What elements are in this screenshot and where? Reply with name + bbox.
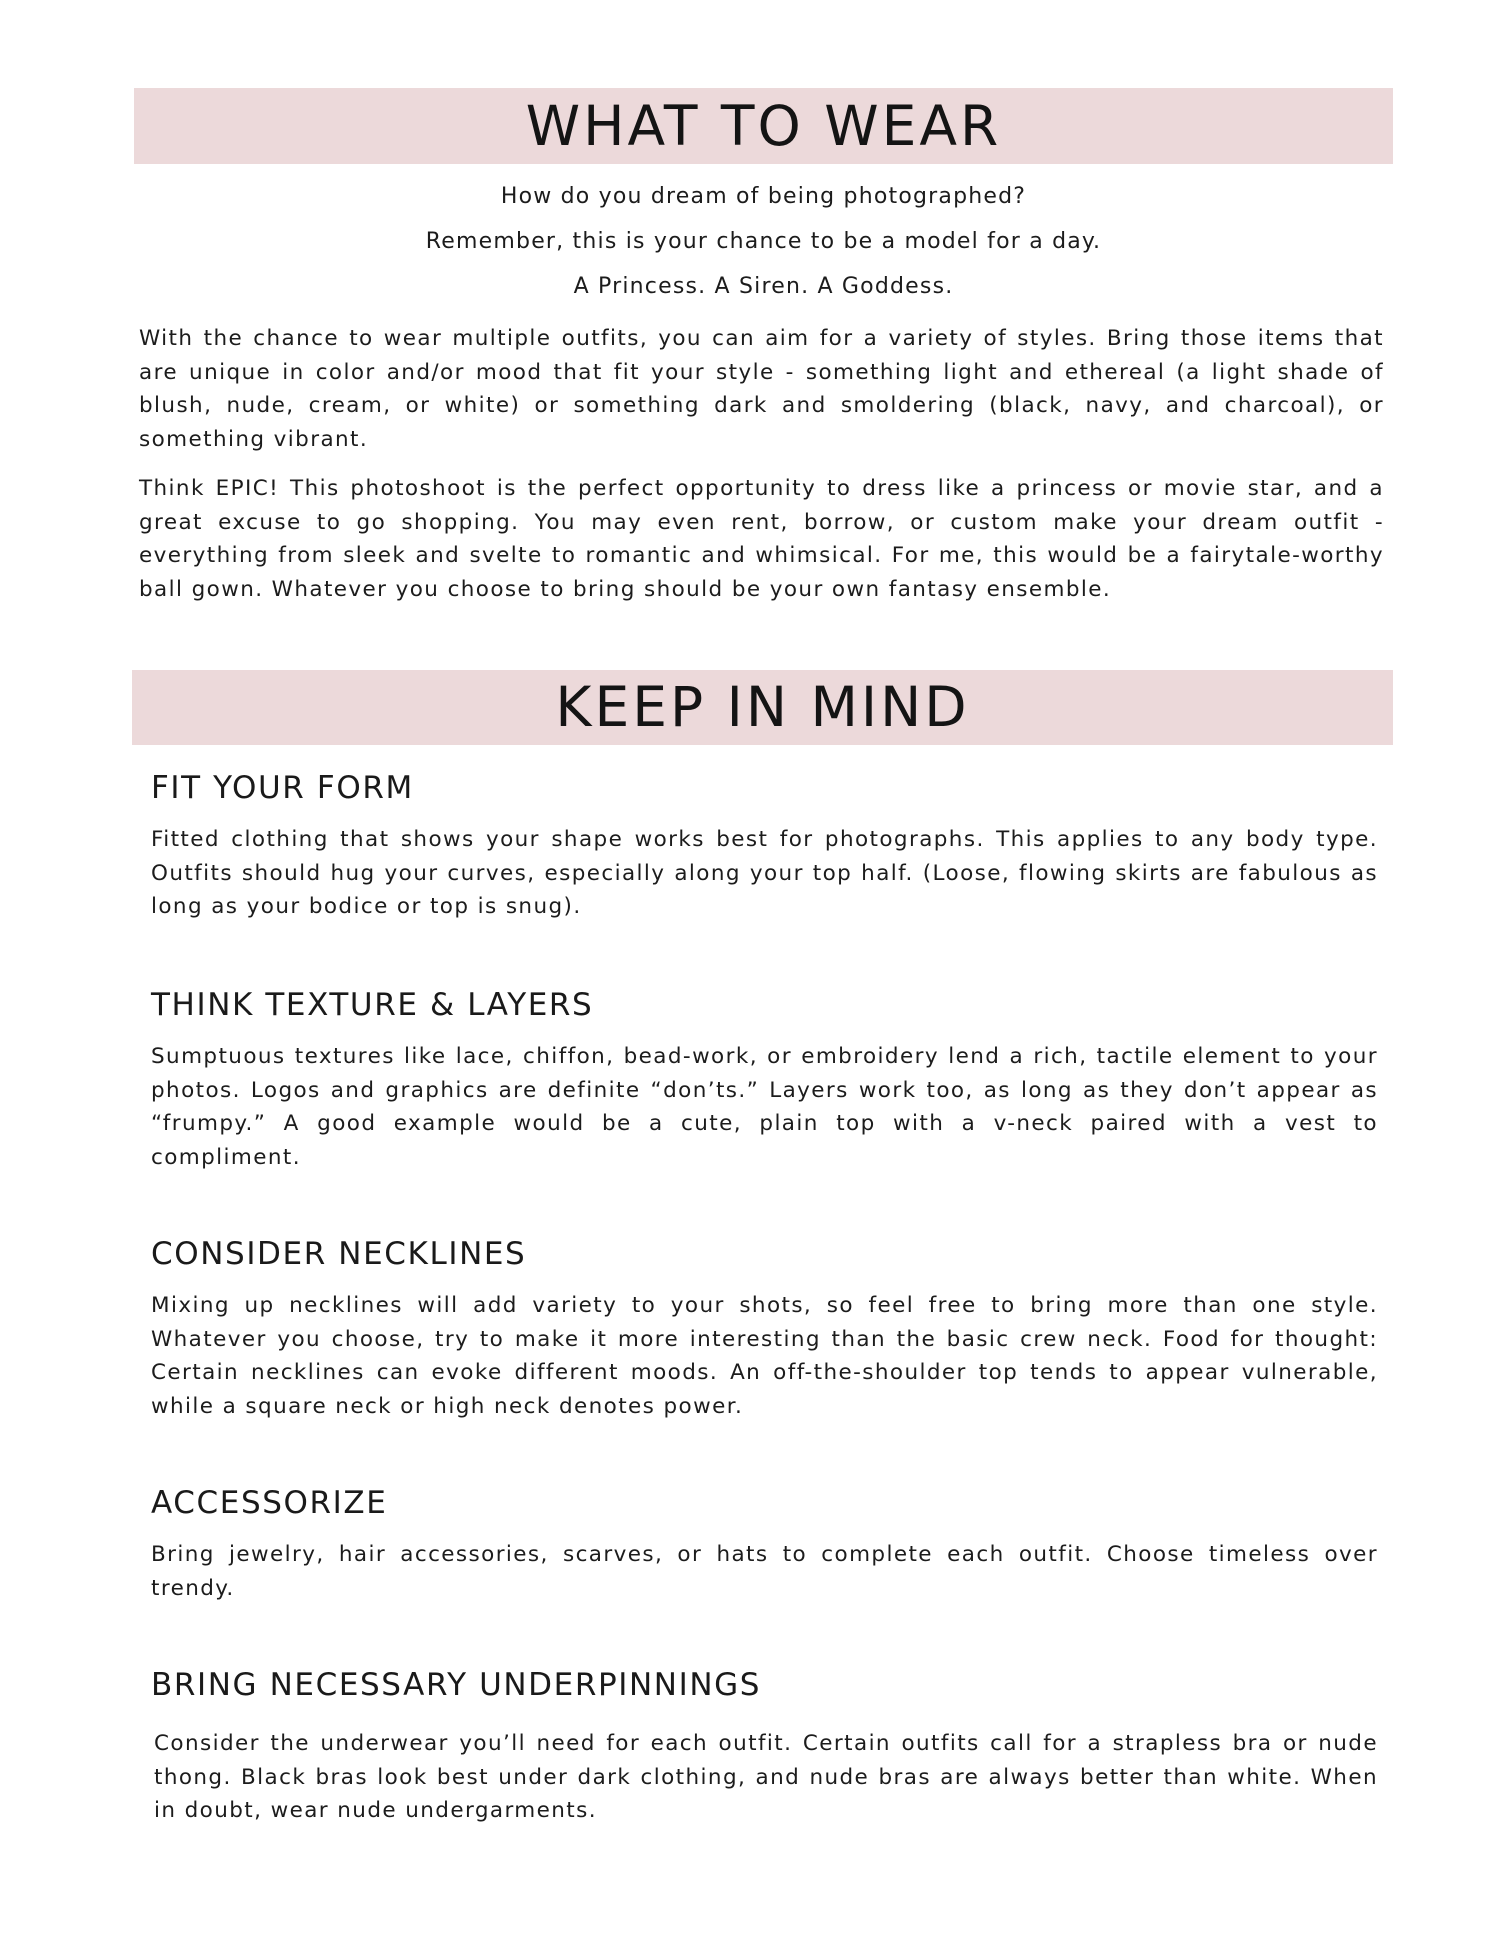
what-to-wear-title: WHAT TO WEAR — [525, 93, 1002, 158]
section-body: Mixing up necklines will add variety to your shots, so feel free to bring more than one style. Whatever you choose, try to make it more interesting than the basic crew neck. Food for thought: Certain necklines can evoke different moods. An off-the-shoulder top tends to appear vulnerable, while a square neck or high neck denotes power. — [151, 1293, 1378, 1419]
section-body: Bring jewelry, hair accessories, scarves, or hats to complete each outfit. Choose timeless over trendy. — [151, 1542, 1378, 1601]
think-epic-paragraph: Think EPIC! This photoshoot is the perfect opportunity to dress like a princess or movie star, and a great excuse to go shopping. You may even rent, borrow, or custom make your dream outfit - everything from sleek and svelte to romantic and whimsical. For me, this would be a fairytale-worthy ball gown. Whatever you choose to bring should be your own fantasy ensemble. — [139, 476, 1384, 602]
section-texture-layers — [151, 985, 1378, 1174]
section-heading: BRING NECESSARY UNDERPINNINGS — [151, 1667, 762, 1703]
intro-block — [134, 174, 1393, 309]
section-heading: ACCESSORIZE — [151, 1485, 388, 1521]
what-to-wear-banner — [134, 88, 1393, 164]
section-accessorize — [151, 1483, 1378, 1605]
section-heading: THINK TEXTURE & LAYERS — [151, 987, 594, 1023]
section-fit-your-form — [151, 768, 1378, 924]
section-heading: CONSIDER NECKLINES — [151, 1236, 527, 1272]
section-underpinnings — [151, 1665, 1378, 1828]
intro-line: Remember, this is your chance to be a model for a day. — [425, 229, 1102, 254]
section-body: Consider the underwear you’ll need for each outfit. Certain outfits call for a strapless bra or nude thong. Black bras look best under dark clothing, and nude bras are always better than white. When in doubt, wear nude undergarments. — [154, 1731, 1378, 1823]
keep-in-mind-title: KEEP IN MIND — [555, 675, 970, 739]
section-body: Sumptuous textures like lace, chiffon, bead-work, or embroidery lend a rich, tactile element to your photos. Logos and graphics are definite “don’ts.” Layers work too, as long as they don’t appear as “frumpy.” A good example would be a cute, plain top with a v-neck paired with a vest to compliment. — [151, 1044, 1378, 1170]
section-heading: FIT YOUR FORM — [151, 770, 414, 806]
styles-paragraph: With the chance to wear multiple outfits, you can aim for a variety of styles. Bring those items that are unique in color and/or mood that fit your style - something light and ethereal (a light shade of blush, nude, cream, or white) or something dark and smoldering (black, navy, and charcoal), or something vibrant. — [139, 326, 1384, 452]
intro-line: How do you dream of being photographed? — [500, 184, 1027, 209]
keep-in-mind-banner — [132, 670, 1393, 745]
section-body: Fitted clothing that shows your shape works best for photographs. This applies to any body type. Outfits should hug your curves, especially along your top half. (Loose, flowing skirts are fabulous as long as your bodice or top is snug). — [151, 827, 1378, 919]
section-necklines — [151, 1234, 1378, 1423]
intro-line: A Princess. A Siren. A Goddess. — [573, 274, 954, 299]
